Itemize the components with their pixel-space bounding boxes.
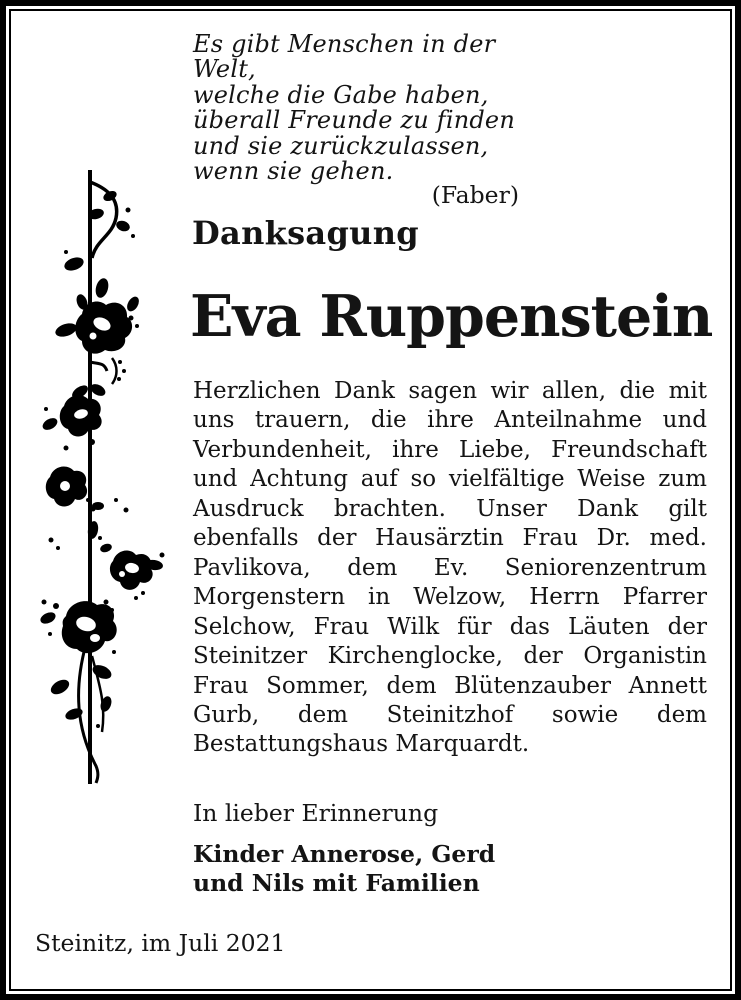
mourner-line: Kinder Annerose, Gerd xyxy=(193,840,496,868)
memorial-quote xyxy=(193,32,565,184)
body-line: ebenfalls der Hausärztin Frau Dr. med. xyxy=(193,525,707,552)
quote-line: und sie zurückzulassen, xyxy=(193,131,489,160)
body-line: uns trauern, die ihre Anteilnahme und xyxy=(193,407,707,434)
closing-line: In lieber Erinnerung xyxy=(193,799,439,827)
quote-attribution: (Faber) xyxy=(431,181,519,209)
quote-line: wenn sie gehen. xyxy=(193,157,394,186)
body-line: Frau Sommer, dem Blütenzauber Annett xyxy=(193,672,707,699)
mourner-line: und Nils mit Familien xyxy=(193,869,480,897)
quote-line: welche die Gabe haben, xyxy=(193,80,489,109)
floral-vine-ornament xyxy=(36,166,166,788)
body-line: Verbundenheit, ihre Liebe, Freundschaft xyxy=(193,436,707,463)
deceased-name: Eva Ruppenstein xyxy=(190,283,713,350)
body-line: Ausdruck brachten. Unser Dank gilt xyxy=(193,495,707,522)
quote-line: überall Freunde zu finden xyxy=(193,106,515,135)
body-line: Herzlichen Dank sagen wir allen, die mit xyxy=(193,378,707,404)
body-line: Selchow, Frau Wilk für das Läuten der xyxy=(193,613,707,640)
body-line: Bestattungshaus Marquardt. xyxy=(193,731,530,758)
body-line: Gurb, dem Steinitzhof sowie dem xyxy=(193,701,707,728)
body-line: Pavlikova, dem Ev. Seniorenzentrum xyxy=(193,554,707,581)
place-date: Steinitz, im Juli 2021 xyxy=(35,929,286,957)
body-line: Steinitzer Kirchenglocke, der Organistin xyxy=(193,643,707,670)
mourners-names xyxy=(193,840,495,898)
notice-type-heading: Danksagung xyxy=(192,214,419,252)
body-line: und Achtung auf so vielfältige Weise zum xyxy=(193,466,707,493)
body-line: Morgenstern in Welzow, Herrn Pfarrer xyxy=(193,584,707,611)
quote-line: Es gibt Menschen in der Welt, xyxy=(193,30,496,84)
thank-you-text xyxy=(193,377,707,760)
